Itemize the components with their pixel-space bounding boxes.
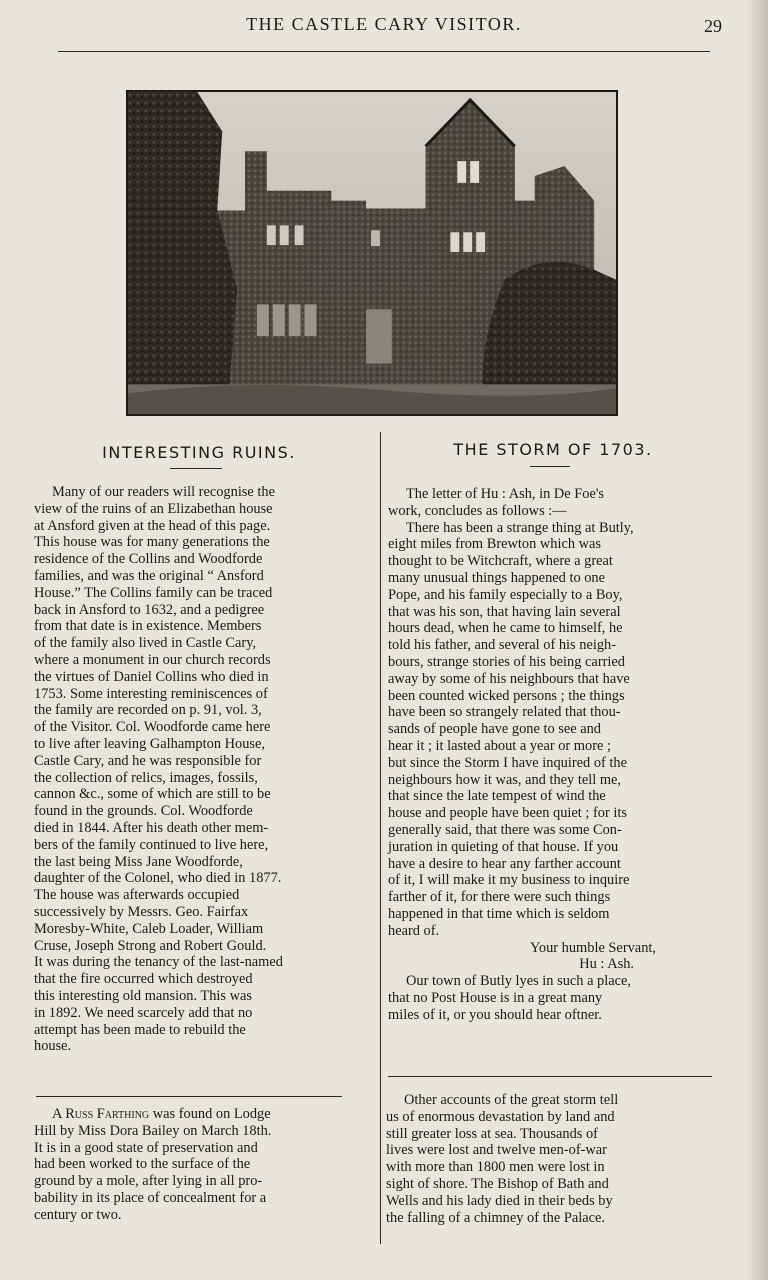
ruins-photo-illustration	[128, 92, 616, 414]
article-line: have been so strangely related that thou-	[388, 704, 621, 721]
note-line	[34, 1106, 364, 1123]
article-line: Many of our readers will recognise the	[52, 484, 275, 500]
article-line: died in 1844. After his death other mem-	[34, 819, 269, 836]
article-line: many unusual things happened to one	[388, 569, 606, 586]
article-line: House.” The Collins family can be traced	[34, 584, 273, 601]
article-line: the last being Miss Jane Woodforde,	[34, 853, 243, 870]
header-rule	[58, 51, 710, 52]
article-line: residence of the Collins and Woodforde	[34, 551, 263, 568]
article-line: bers of the family continued to live here,	[34, 836, 269, 853]
article-line: that no Post House is in a great many	[388, 989, 603, 1006]
article-line: generally said, that there was some Con-	[388, 821, 622, 838]
note-line: Hill by Miss Dora Bailey on March 18th.	[34, 1122, 272, 1139]
note-line: Other accounts of the great storm tell	[404, 1092, 619, 1108]
signature-line: Your humble Servant,	[529, 939, 656, 956]
article-storm-1703	[388, 486, 720, 1024]
article-line: work, concludes as follows :—	[388, 502, 567, 519]
article-line: heard of.	[388, 922, 440, 939]
article-line: this interesting old mansion. This was	[34, 987, 252, 1004]
column-divider	[380, 432, 381, 1244]
article-line: bours, strange stories of his being carried	[388, 653, 625, 670]
article-line: that was his son, that having lain several	[388, 603, 621, 620]
article-line: that the fire occurred which destroyed	[34, 971, 253, 988]
article-line: thought to be Witchcraft, where a great	[388, 553, 613, 570]
note-line: still greater loss at sea. Thousands of	[386, 1125, 598, 1142]
article-line: house.	[34, 1038, 72, 1055]
article-line: where a monument in our church records	[34, 651, 271, 668]
article-line: at Ansford given at the head of this page.	[34, 517, 271, 534]
article-line: There has been a strange thing at Butly,	[406, 519, 634, 536]
article-line: Our town of Butly lyes in such a place,	[406, 973, 632, 990]
note-line: with more than 1800 men were lost in	[386, 1159, 605, 1176]
note-line: bability in its place of concealment for a	[34, 1189, 267, 1206]
article-line: Moresby-White, Caleb Loader, William	[34, 920, 264, 937]
article-line: miles of it, or you should hear oftner.	[388, 1006, 602, 1023]
article-line: back in Ansford to 1632, and a pedigree	[34, 601, 265, 618]
page-edge-shadow	[746, 0, 768, 1280]
article-line: of it, I will make it my business to inquire	[388, 872, 630, 889]
note-line: had been worked to the surface of the	[34, 1156, 251, 1173]
article-line: eight miles from Brewton which was	[388, 536, 602, 553]
article-line: The letter of Hu : Ash, in De Foe's	[406, 486, 605, 502]
article-line: farther of it, for there were such things	[388, 889, 611, 906]
article-line: house and people have been quiet ; for its	[388, 805, 627, 822]
article-line: neighbours how it was, and they tell me,	[388, 771, 622, 788]
article-line: attempt has been made to rebuild the	[34, 1021, 246, 1038]
article-line: of the family also lived in Castle Cary,	[34, 635, 257, 652]
article-line: that since the late tempest of wind the	[388, 788, 606, 805]
article-line: the virtues of Daniel Collins who died in	[34, 668, 269, 685]
article-line: been counted wicked persons ; the things	[388, 687, 625, 704]
note-line: Wells and his lady died in their beds by	[386, 1192, 613, 1209]
article-line: Cruse, Joseph Strong and Robert Gould.	[34, 937, 267, 954]
article-line: told his father, and several of his neigh-	[388, 637, 617, 654]
article-line: hear it ; it lasted about a year or more ;	[388, 737, 611, 754]
article-line: in 1892. We need scarcely add that no	[34, 1004, 253, 1021]
note-line: us of enormous devastation by land and	[386, 1108, 615, 1125]
note-line: lives were lost and twelve men-of-war	[386, 1142, 607, 1159]
ruins-photograph	[126, 90, 618, 416]
article-line: from that date is in existence. Members	[34, 618, 262, 635]
article-line: successively by Messrs. Geo. Fairfax	[34, 903, 249, 920]
note-line: It is in a good state of preservation and	[34, 1139, 258, 1156]
note-lead: A Russ Farthing	[52, 1106, 150, 1122]
article-line: Pope, and his family especially to a Boy,	[388, 586, 623, 603]
note-great-storm	[386, 1092, 710, 1226]
note-line: sight of shore. The Bishop of Bath and	[386, 1175, 609, 1192]
note-line: the falling of a chimney of the Palace.	[386, 1209, 605, 1226]
article-line: but since the Storm I have inquired of the	[388, 754, 627, 771]
article-line: to live after leaving Galhampton House,	[34, 735, 265, 752]
running-title: THE CASTLE CARY VISITOR.	[246, 14, 522, 34]
article-line: daughter of the Colonel, who died in 1877.	[34, 870, 282, 887]
heading-storm-1703: THE STORM OF 1703.	[453, 440, 653, 459]
note-line-rest: was found on Lodge	[149, 1106, 271, 1122]
article-line: families, and was the original “ Ansford	[34, 567, 264, 584]
article-line: have a desire to hear any farther account	[388, 855, 621, 872]
article-line: sands of people have gone to see and	[388, 721, 601, 738]
article-line: hours dead, when he came to himself, he	[388, 620, 623, 637]
article-line: 1753. Some interesting reminiscences of	[34, 685, 268, 702]
signature-name: Hu : Ash.	[579, 956, 634, 973]
article-line: Castle Cary, and he was responsible for	[34, 752, 262, 769]
article-line: found in the grounds. Col. Woodforde	[34, 803, 253, 820]
article-line: the collection of relics, images, fossils,	[34, 769, 258, 786]
article-line: juration in quieting of that house. If you	[388, 838, 619, 855]
note-line: century or two.	[34, 1206, 122, 1223]
page-number: 29	[704, 16, 722, 36]
right-separator-rule	[388, 1076, 712, 1077]
article-interesting-ruins	[34, 484, 364, 1055]
heading-interesting-ruins: INTERESTING RUINS.	[102, 443, 296, 462]
article-line: The house was afterwards occupied	[34, 887, 240, 904]
article-line: happened in that time which is seldom	[388, 905, 610, 922]
heading-underline-left	[170, 468, 222, 469]
article-line: view of the ruins of an Elizabethan house	[34, 500, 273, 517]
article-line: This house was for many generations the	[34, 534, 270, 551]
article-line: It was during the tenancy of the last-named	[34, 954, 283, 971]
left-separator-rule	[36, 1096, 342, 1097]
article-line: of the Visitor. Col. Woodforde came here	[34, 719, 271, 736]
heading-underline-right	[530, 466, 570, 467]
article-line: away by some of his neighbours that have	[388, 670, 630, 687]
article-line: cannon &c., some of which are still to be	[34, 786, 271, 803]
note-line: ground by a mole, after lying in all pro-	[34, 1173, 263, 1190]
note-russ-farthing	[34, 1106, 364, 1224]
article-line: the family are recorded on p. 91, vol. 3,	[34, 702, 262, 719]
